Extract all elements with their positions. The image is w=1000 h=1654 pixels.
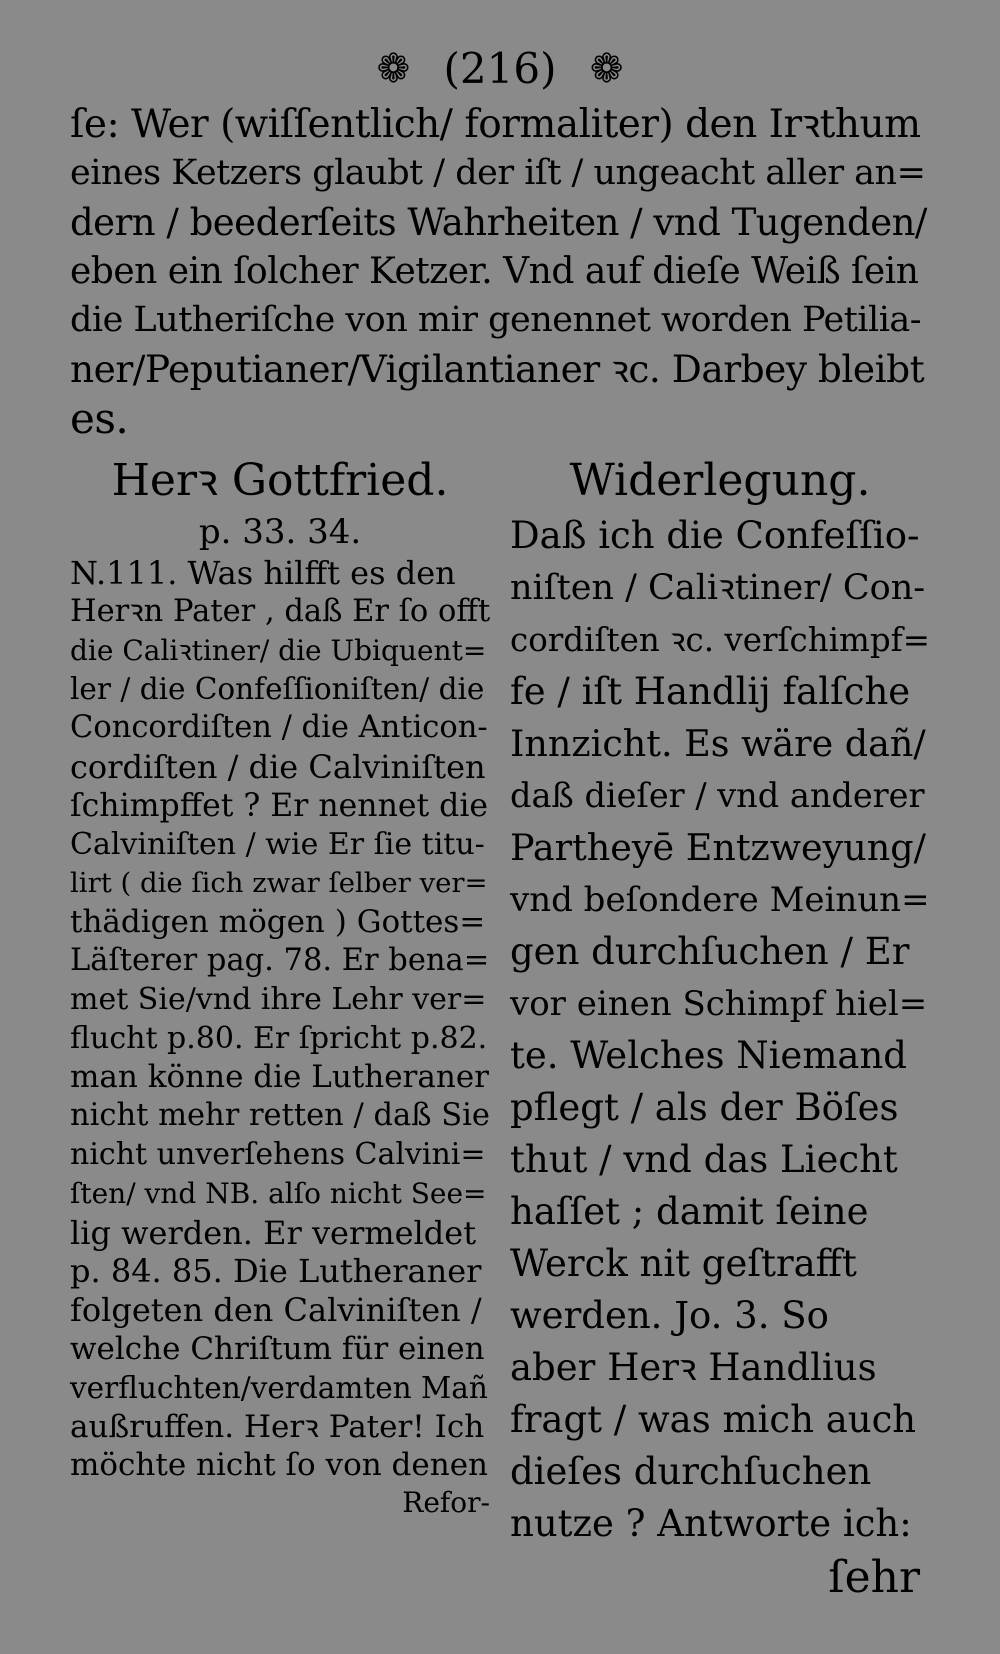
text-line: nicht unverſehens Calvini= (70, 1136, 486, 1172)
right-column-title: Widerlegung. (569, 455, 871, 506)
text-line: vor einen Schimpf hiel= (510, 984, 928, 1024)
text-line: ſchimpffet ? Er nennet die (70, 787, 489, 824)
text-line: dieſes durchſuchen (510, 1450, 872, 1493)
text-line: außruffen. Herꝛ Pater! Ich (70, 1408, 485, 1445)
text-line: eines Ketzers glaubt / der iſt / ungeacht aller an= (70, 153, 926, 193)
left-column-page-reference: p. 33. 34. (198, 512, 362, 552)
text-line: ler / die Confeſſioniſten/ die (70, 672, 485, 707)
catchword: Refor- (402, 1486, 490, 1520)
text-line: lig werden. Er vermeldet (70, 1213, 477, 1252)
text-line: dern / beederſeits Wahrheiten / vnd Tugenden/ (70, 201, 927, 244)
text-line: flucht p.80. Er ſpricht p.82. (70, 1020, 488, 1056)
text-line: es. (70, 394, 129, 443)
catchword: ſehr (828, 1552, 920, 1603)
text-line: ſe: Wer (wiſſentlich/ formaliter) den Irꝛthum (70, 102, 921, 147)
text-line: Concordiſten / die Anticon- (70, 710, 488, 746)
text-line: cordiſten ꝛc. verſchimpf= (510, 621, 930, 659)
flower-ornament-icon: ❁ (376, 46, 411, 92)
text-line: Calviniſten / wie Er ſie titu- (70, 826, 485, 862)
text-line: met Sie/vnd ihre Lehr ver= (70, 981, 487, 1017)
text-line: p. 84. 85. Die Lutheraner (70, 1252, 482, 1291)
text-line: thut / vnd das Liecht (510, 1138, 898, 1181)
text-line: Innzicht. Es wäre dañ/ (510, 722, 926, 765)
text-line: thädigen mögen ) Gottes= (70, 904, 486, 941)
text-line: möchte nicht ſo von denen (70, 1447, 489, 1484)
flower-ornament-icon: ❁ (589, 46, 624, 92)
text-line: die Lutheriſche von mir genennet worden Petilia- (70, 300, 922, 340)
text-line: ſten/ vnd NB. alſo nicht See= (70, 1176, 487, 1210)
text-line: Herꝛn Pater , daß Er ſo offt (70, 593, 491, 629)
text-line: fragt / was mich auch (510, 1398, 917, 1441)
text-line: man könne die Lutheraner (70, 1059, 489, 1096)
text-line: Werck nit geſtrafft (510, 1242, 857, 1285)
text-line: nutze ? Antworte ich: (510, 1502, 912, 1545)
page-header (0, 42, 1000, 93)
text-line: aber Herꝛ Handlius (510, 1346, 877, 1389)
text-line: vnd beſondere Meinun= (510, 880, 930, 920)
text-line: te. Welches Niemand (510, 1034, 907, 1077)
text-line: ner/Peputianer/Vigilantianer ꝛc. Darbey bleibt (70, 347, 925, 391)
text-line: niſten / Caliꝛtiner/ Con- (510, 568, 926, 608)
page-number: (216) (443, 44, 557, 93)
text-line: nicht mehr retten / daß Sie (70, 1098, 490, 1134)
right-column (510, 452, 930, 1606)
text-line: folgeten den Calviniſten / (70, 1291, 482, 1330)
top-paragraph (70, 100, 930, 443)
left-column-title: Herꝛ Gottfried. (111, 455, 449, 506)
left-column (70, 452, 490, 1521)
text-line: N.111. Was hilfft es den (70, 554, 456, 592)
text-line: fe / iſt Handlij falſche (510, 670, 911, 713)
text-line: werden. Jo. 3. So (510, 1294, 829, 1337)
text-line: Läſterer pag. 78. Er bena= (70, 942, 490, 978)
text-line: haſſet ; damit ſeine (510, 1190, 869, 1233)
text-line: verfluchten/verdamten Mañ (70, 1370, 488, 1405)
text-line: eben ein ſolcher Ketzer. Vnd auf dieſe Weiß ſein (70, 251, 919, 292)
text-line: welche Chriſtum für einen (70, 1330, 485, 1367)
text-line: lirt ( die ſich zwar ſelber ver= (70, 867, 488, 900)
text-line: daß dieſer / vnd anderer (510, 776, 925, 815)
text-line: cordiſten / die Calviniſten (70, 747, 486, 786)
text-line: Daß ich die Confeſſio- (510, 514, 920, 557)
text-line: Partheyē Entzweyung/ (510, 826, 926, 869)
text-line: gen durchſuchen / Er (510, 930, 910, 973)
text-line: pflegt / als der Böſes (510, 1086, 899, 1129)
text-line: die Caliꝛtiner/ die Ubiquent= (70, 633, 487, 667)
